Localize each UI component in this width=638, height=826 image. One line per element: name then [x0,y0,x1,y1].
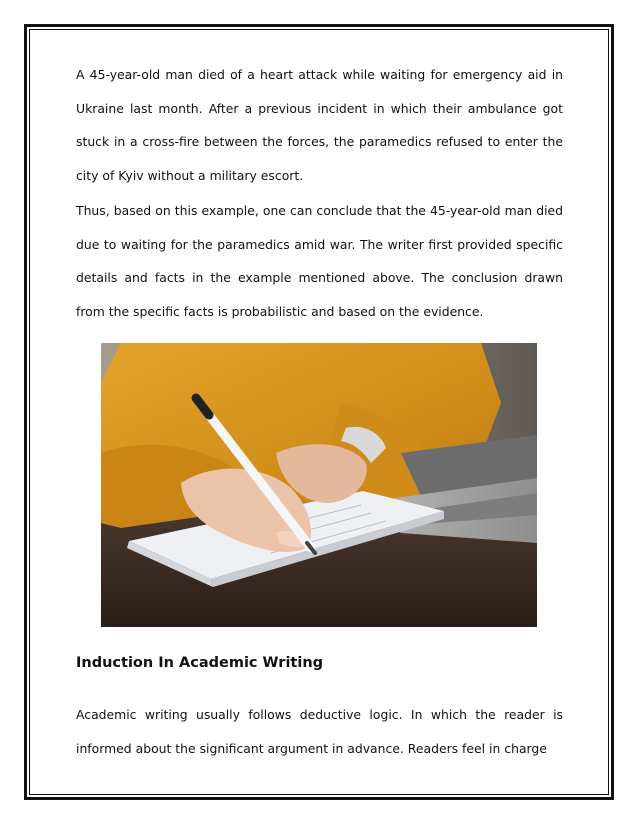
paragraph-2: Thus, based on this example, one can conclude that the 45-year-old man died due to waiting for the paramedics amid war. The writer first provided specific details and facts in the example mentioned above. The conclusion drawn from the specific facts is probabilistic and based on the evidence. [76,203,563,319]
section-body [76,698,563,765]
body-text [76,58,563,328]
section-heading: Induction In Academic Writing [76,655,324,671]
paragraph-1: A 45-year-old man died of a heart attack while waiting for emergency aid in Ukraine last month. After a previous incident in which their ambulance got stuck in a cross-fire between the forces, the paramedics refused to enter the city of Kyiv without a military escort. [76,67,563,183]
paragraph-3: Academic writing usually follows deductive logic. In which the reader is informed about the significant argument in advance. Readers feel in charge [76,707,563,756]
photo-writing-notebook [101,343,537,627]
